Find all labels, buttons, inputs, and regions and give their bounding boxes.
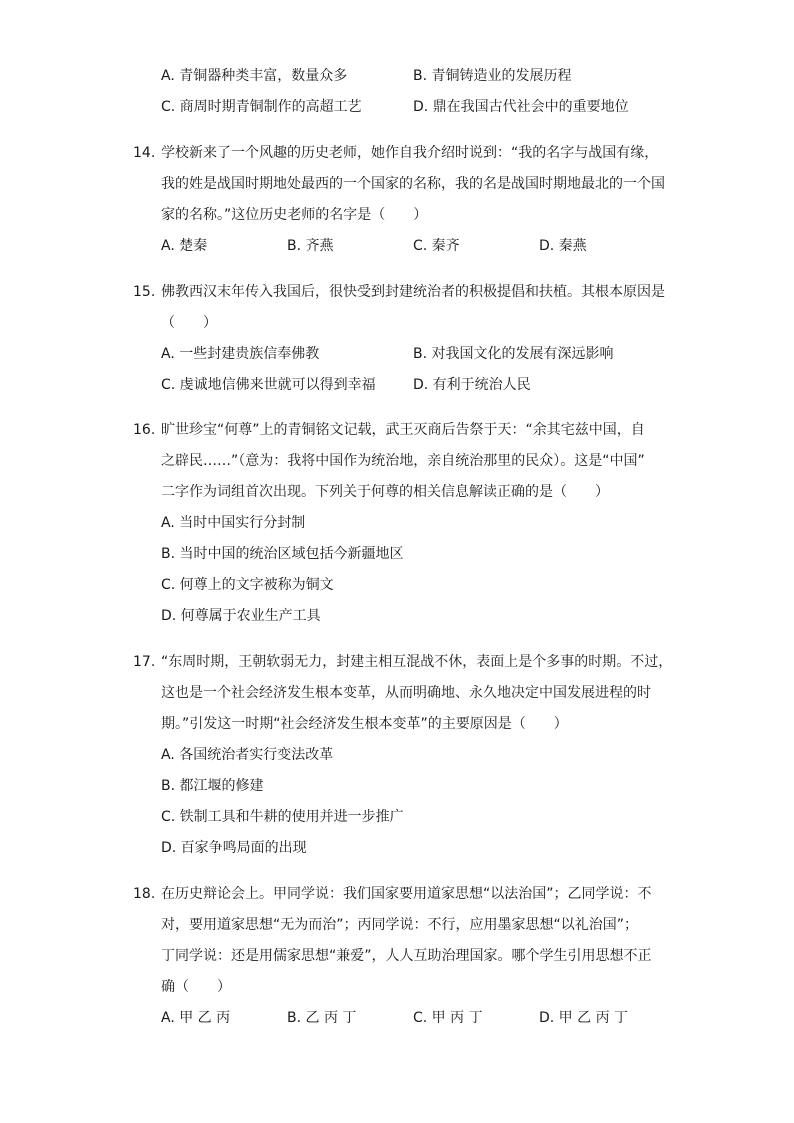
q15-option-b: B. 对我国文化的发展有深远影响 xyxy=(413,346,614,362)
question-text-line: 丁同学说：还是用儒家思想“兼爱”，人人互助治理国家。哪个学生引用思想不正 xyxy=(161,948,652,964)
question-number: 17. xyxy=(133,654,156,670)
q14-option-a: A. 楚秦 xyxy=(161,238,208,254)
question-text-line: 确（ ） xyxy=(161,979,231,995)
q15-option-d: D. 有利于统治人民 xyxy=(413,377,531,393)
question-text-line: 家的名称。”这位历史老师的名字是（ ） xyxy=(161,207,428,223)
question-text-line: 期。”引发这一时期“社会经济发生根本变革”的主要原因是（ ） xyxy=(161,716,568,732)
q17-option-b: B. 都江堰的修建 xyxy=(161,778,264,794)
q15-option-c: C. 虔诚地信佛来世就可以得到幸福 xyxy=(161,377,376,393)
q14-option-c: C. 秦齐 xyxy=(413,238,460,254)
q17-option-a: A. 各国统治者实行变法改革 xyxy=(161,747,334,763)
q16-option-c: C. 何尊上的文字被称为铜文 xyxy=(161,577,334,593)
q16-option-b: B. 当时中国的统治区域包括今新疆地区 xyxy=(161,546,404,562)
q14-option-d: D. 秦燕 xyxy=(539,238,587,254)
question-text-line: 二字作为词组首次出现。下列关于何尊的相关信息解读正确的是（ ） xyxy=(161,484,609,500)
q13-option-a: A. 青铜器种类丰富，数量众多 xyxy=(161,68,348,84)
q17-option-d: D. 百家争鸣局面的出现 xyxy=(161,840,307,856)
question-number: 16. xyxy=(133,422,156,438)
question-text-line: 佛教西汉末年传入我国后，很快受到封建统治者的积极提倡和扶植。其根本原因是 xyxy=(161,284,665,300)
q14-option-b: B. 齐燕 xyxy=(287,238,334,254)
q18-option-d: D. 甲 乙 丙 丁 xyxy=(539,1010,629,1026)
question-text-line: 学校新来了一个风趣的历史老师，她作自我介绍时说到：“我的名字与战国有缘， xyxy=(161,145,659,161)
question-text-line: 在历史辩论会上。甲同学说：我们国家要用道家思想“以法治国”；乙同学说：不 xyxy=(161,886,652,902)
q17-option-c: C. 铁制工具和牛耕的使用并进一步推广 xyxy=(161,809,404,825)
q18-option-b: B. 乙 丙 丁 xyxy=(287,1010,357,1026)
question-text-line: 旷世珍宝“何尊”上的青铜铭文记载，武王灭商后告祭于天：“余其宅兹中国，自 xyxy=(161,422,645,438)
q13-option-b: B. 青铜铸造业的发展历程 xyxy=(413,68,572,84)
question-number: 15. xyxy=(133,284,156,300)
question-text-line: （ ） xyxy=(161,315,217,331)
q13-option-c: C. 商周时期青铜制作的高超工艺 xyxy=(161,99,362,115)
question-number: 14. xyxy=(133,145,156,161)
question-text-line: 对，要用道家思想“无为而治”；丙同学说：不行，应用墨家思想“以礼治国”； xyxy=(161,917,639,933)
q16-option-a: A. 当时中国实行分封制 xyxy=(161,515,306,531)
question-text-line: 我的姓是战国时期地处最西的一个国家的名称，我的名是战国时期地最北的一个国 xyxy=(161,176,665,192)
question-text-line: “东周时期，王朝软弱无力，封建主相互混战不休，表面上是个多事的时期。不过， xyxy=(161,654,673,670)
question-text-line: 这也是一个社会经济发生根本变革，从而明确地、永久地决定中国发展进程的时 xyxy=(161,685,651,701)
q18-option-c: C. 甲 丙 丁 xyxy=(413,1010,483,1026)
q13-option-d: D. 鼎在我国古代社会中的重要地位 xyxy=(413,99,629,115)
q15-option-a: A. 一些封建贵族信奉佛教 xyxy=(161,346,320,362)
q16-option-d: D. 何尊属于农业生产工具 xyxy=(161,608,321,624)
question-number: 18. xyxy=(133,886,156,902)
q18-option-a: A. 甲 乙 丙 xyxy=(161,1010,231,1026)
question-text-line: 之辟民……”（意为：我将中国作为统治地，亲自统治那里的民众）。这是“中国” xyxy=(161,453,645,469)
